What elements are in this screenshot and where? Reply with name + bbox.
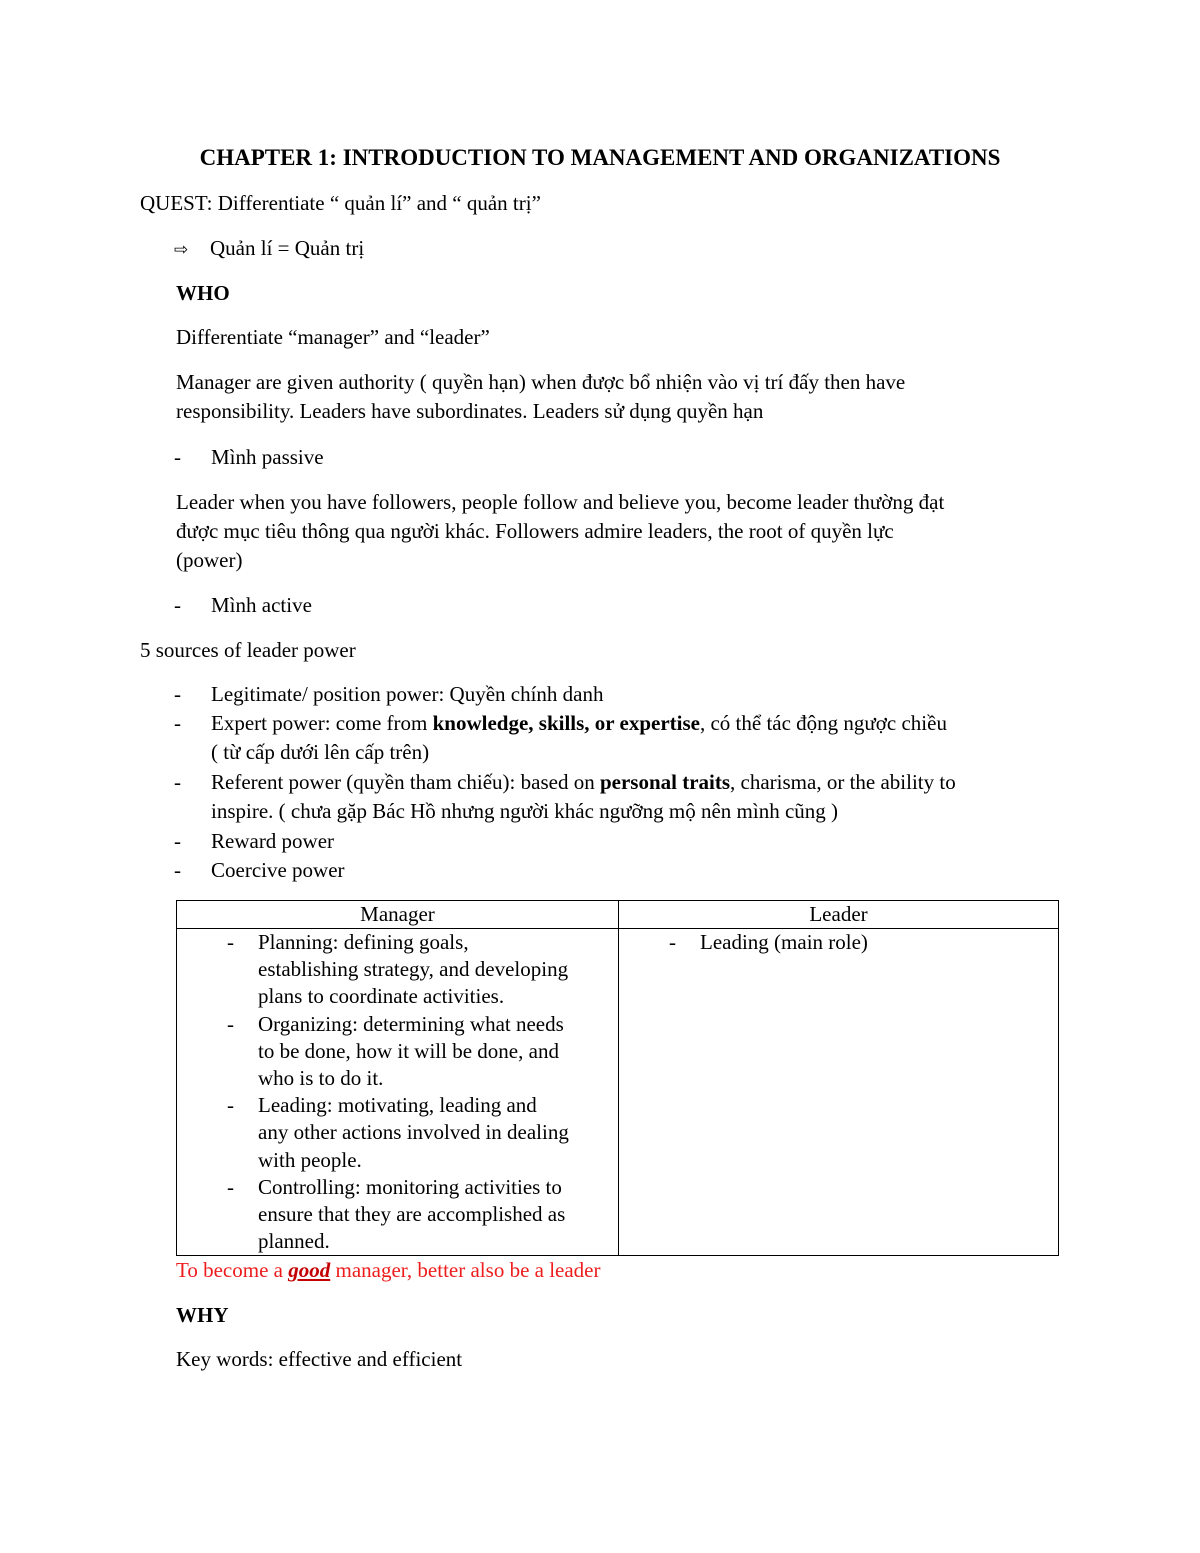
- dash-bullet: -: [227, 1011, 234, 1036]
- line-text: Leading (main role): [700, 930, 868, 954]
- referent-power-continuation: inspire. ( chưa gặp Bác Hồ nhưng người khác ngưỡng mộ nên mình cũng ): [211, 799, 839, 823]
- leader-paragraph-line-2: được mục tiêu thông qua người khác. Followers admire leaders, the root of quyền lực: [176, 519, 894, 543]
- keywords-line: Key words: effective and efficient: [176, 1347, 463, 1371]
- manager-cell: [177, 929, 619, 1256]
- header-leader: Leader: [619, 901, 1059, 929]
- bold-text: personal traits: [599, 770, 731, 794]
- arrow-right-outline-icon: ⇨: [174, 240, 189, 260]
- sources-heading: 5 sources of leader power: [140, 638, 356, 662]
- leader-paragraph-line-3: (power): [176, 548, 243, 572]
- text-run: Expert power: come from: [211, 711, 433, 735]
- line-text: Leading: motivating, leading and: [258, 1093, 537, 1118]
- dash-bullet: -: [174, 711, 181, 735]
- arrow-item-text: Quản lí = Quản trị: [210, 236, 365, 260]
- header-manager: Manager: [177, 901, 619, 929]
- dash-bullet: -: [227, 1093, 234, 1118]
- text-run: , charisma, or the ability to: [730, 770, 956, 794]
- list-item-leading: [177, 1092, 618, 1174]
- dash-bullet: -: [174, 593, 181, 617]
- dash-bullet: -: [227, 1174, 234, 1199]
- list-item-controlling: [177, 1174, 618, 1256]
- list-item-text: Coercive power: [211, 858, 345, 882]
- table-header-row: [177, 901, 1059, 929]
- line-text: who is to do it.: [258, 1066, 384, 1091]
- line-text: plans to coordinate activities.: [258, 984, 505, 1009]
- list-item-text: Mình passive: [211, 445, 324, 469]
- quest-line: QUEST: Differentiate “ quản lí” and “ quản trị”: [140, 191, 541, 215]
- manager-functions-list: [177, 929, 618, 1255]
- line-text: Controlling: monitoring activities to: [258, 1174, 562, 1199]
- manager-paragraph-line-2: responsibility. Leaders have subordinates. Leaders sử dụng quyền hạn: [176, 399, 764, 423]
- expert-power-continuation: ( từ cấp dưới lên cấp trên): [211, 740, 430, 764]
- list-item-text: Reward power: [211, 829, 335, 853]
- line-text: Organizing: determining what needs: [258, 1011, 564, 1036]
- emphasis-good: good: [288, 1258, 331, 1282]
- text-run: , có thể tác động ngược chiều: [699, 711, 947, 735]
- why-heading: WHY: [176, 1303, 229, 1327]
- list-item-text: Legitimate/ position power: Quyền chính danh: [211, 682, 604, 706]
- dash-bullet: -: [227, 930, 234, 954]
- leader-paragraph-line-1: Leader when you have followers, people follow and believe you, become leader thường đạt: [176, 490, 945, 514]
- line-text: ensure that they are accomplished as: [258, 1202, 566, 1227]
- dash-bullet: -: [669, 930, 676, 954]
- list-item-text: Mình active: [211, 593, 312, 617]
- line-text: planned.: [258, 1229, 330, 1254]
- manager-paragraph-line-1: Manager are given authority ( quyền hạn) when được bổ nhiện vào vị trí đấy then have: [176, 370, 906, 394]
- list-item-text: [211, 768, 956, 797]
- leader-cell: [619, 929, 1059, 1256]
- line-text: establishing strategy, and developing: [258, 957, 569, 982]
- dash-bullet: -: [174, 770, 181, 794]
- dash-bullet: -: [174, 682, 181, 706]
- list-item-leading-main-role: [619, 929, 1058, 956]
- text-run: To become a: [176, 1258, 289, 1282]
- leader-functions-list: [619, 929, 1058, 956]
- line-text: any other actions involved in dealing: [258, 1120, 569, 1145]
- line-text: Planning: defining goals,: [258, 930, 469, 954]
- bold-text: knowledge, skills, or expertise: [432, 711, 700, 735]
- line-text: with people.: [258, 1147, 362, 1172]
- who-heading: WHO: [176, 281, 230, 305]
- dash-bullet: -: [174, 829, 181, 853]
- text-run: manager, better also be a leader: [330, 1258, 601, 1282]
- table-row: [177, 929, 1059, 1256]
- list-item-planning: [177, 929, 618, 1011]
- line-text: to be done, how it will be done, and: [258, 1038, 559, 1063]
- text-run: Referent power (quyền tham chiếu): based on: [211, 770, 600, 794]
- dash-bullet: -: [174, 858, 181, 882]
- differentiate-line: Differentiate “manager” and “leader”: [176, 325, 490, 349]
- chapter-title: CHAPTER 1: INTRODUCTION TO MANAGEMENT AND ORGANIZATIONS: [199, 145, 1001, 170]
- red-note: [176, 1256, 601, 1285]
- manager-leader-table: [176, 900, 1059, 1256]
- list-item-text: [211, 709, 947, 738]
- arrow-item: [174, 234, 364, 265]
- list-item-organizing: [177, 1011, 618, 1093]
- dash-bullet: -: [174, 445, 181, 469]
